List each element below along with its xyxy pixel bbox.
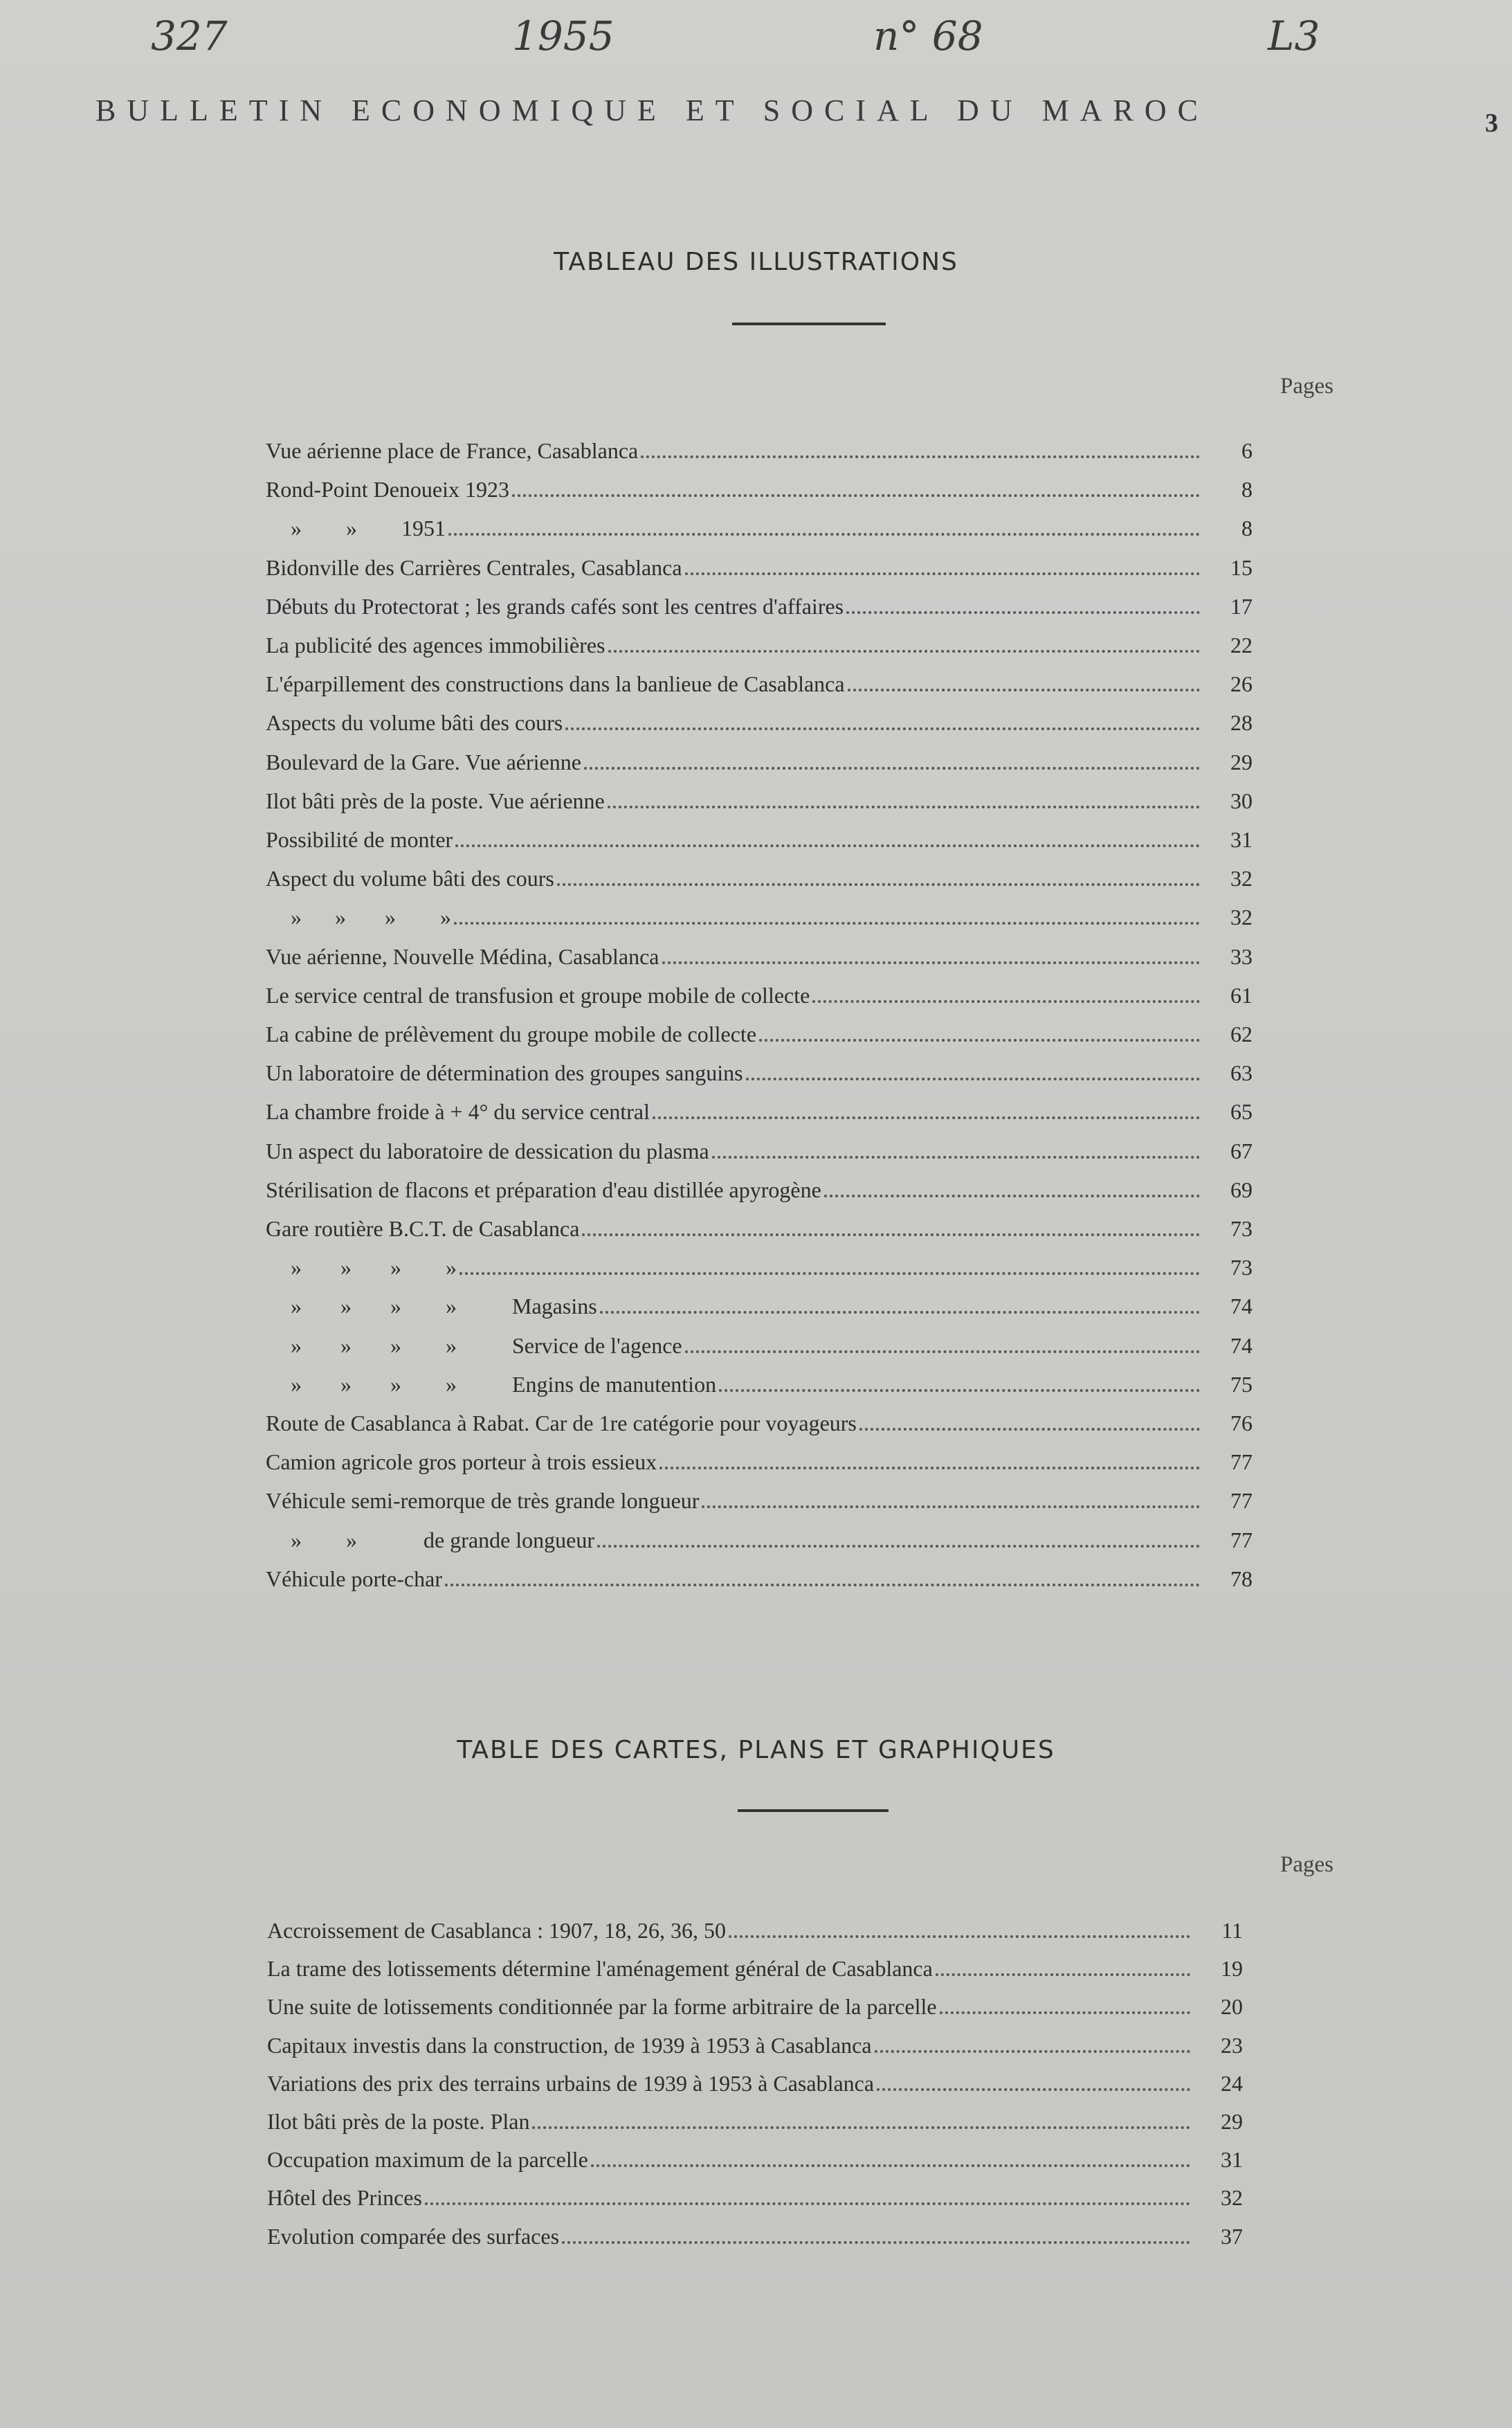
toc-entry-title: » » » » Service de l'agence — [291, 1332, 682, 1358]
dot-leader — [812, 1000, 1200, 1003]
dot-leader — [685, 572, 1200, 575]
toc-entry — [266, 1323, 1253, 1359]
toc-entry-title: La chambre froide à + 4° du service central — [266, 1099, 650, 1125]
toc-entry-page: 17 — [1230, 593, 1253, 619]
dot-leader — [532, 2126, 1190, 2129]
dot-leader — [608, 650, 1201, 653]
illustrations-title: TABLEAU DES ILLUSTRATIONS — [554, 248, 958, 276]
toc-entry-title: Accroissement de Casablanca : 1907, 18, 26, 36, 50 — [267, 1918, 726, 1943]
toc-entry — [267, 2060, 1243, 2096]
toc-entry-page: 37 — [1221, 2223, 1243, 2249]
toc-entry-page: 61 — [1230, 982, 1253, 1008]
toc-entry — [266, 622, 1253, 658]
illustrations-list — [266, 428, 1253, 1604]
toc-entry-title: Camion agricole gros porteur à trois essieux — [266, 1449, 657, 1475]
toc-entry-title: La publicité des agences immobilières — [266, 633, 605, 658]
dot-leader — [562, 2241, 1190, 2244]
dot-leader — [445, 1584, 1200, 1586]
title-rule — [738, 1809, 889, 1812]
dot-leader — [719, 1389, 1200, 1392]
toc-entry — [267, 2213, 1243, 2249]
dot-leader — [746, 1078, 1200, 1080]
toc-entry — [266, 855, 1253, 891]
maps-title: TABLE DES CARTES, PLANS ET GRAPHIQUES — [457, 1736, 1055, 1764]
toc-entry — [266, 1556, 1253, 1592]
toc-entry-title: La cabine de prélèvement du groupe mobile de collecte — [266, 1022, 757, 1047]
dot-leader — [600, 1311, 1200, 1314]
toc-entry-title: » » » » — [291, 1255, 457, 1280]
toc-entry-title: Route de Casablanca à Rabat. Car de 1re catégorie pour voyageurs — [266, 1411, 857, 1435]
toc-entry-title: Evolution comparée des surfaces — [267, 2223, 560, 2249]
toc-entry — [266, 466, 1253, 502]
dot-leader — [448, 533, 1200, 536]
dot-leader — [940, 2011, 1190, 2014]
dot-leader — [859, 1428, 1200, 1431]
toc-entry-title: » » » » Magasins — [291, 1294, 597, 1319]
toc-entry — [266, 1089, 1253, 1125]
toc-entry-title: Bidonville des Carrières Centrales, Casablanca — [266, 554, 682, 580]
toc-entry-page: 32 — [1221, 2185, 1243, 2211]
handwritten-year: 1955 — [512, 12, 614, 60]
toc-entry — [266, 1361, 1253, 1397]
toc-entry-page: 29 — [1230, 749, 1253, 774]
dot-leader — [824, 1195, 1200, 1197]
toc-entry-title: Ilot bâti près de la poste. Vue aérienne — [266, 788, 605, 813]
toc-entry — [266, 583, 1253, 619]
toc-entry-title: Aspects du volume bâti des cours — [266, 710, 563, 736]
toc-entry-page: 73 — [1230, 1216, 1253, 1241]
toc-entry-page: 31 — [1221, 2147, 1243, 2173]
toc-entry-title: Le service central de transfusion et groupe mobile de collecte — [266, 982, 810, 1008]
toc-entry-page: 24 — [1221, 2070, 1243, 2096]
toc-entry — [266, 1283, 1253, 1319]
toc-entry — [267, 2137, 1243, 2173]
toc-entry-title: Véhicule porte-char — [266, 1566, 442, 1591]
toc-entry-title: Débuts du Protectorat ; les grands cafés sont les centres d'affaires — [266, 593, 844, 619]
toc-entry-page: 23 — [1221, 2032, 1243, 2058]
toc-entry-title: L'éparpillement des constructions dans la banlieue de Casablanca — [266, 671, 845, 697]
toc-entry — [266, 545, 1253, 581]
dot-leader — [877, 2088, 1190, 2091]
toc-entry-page: 28 — [1230, 710, 1253, 736]
dot-leader — [662, 961, 1201, 964]
dot-leader — [459, 1272, 1200, 1275]
toc-entry-title: Une suite de lotissements conditionnée par la forme arbitraire de la parcelle — [267, 1994, 937, 2020]
toc-entry-page: 8 — [1241, 516, 1253, 541]
toc-entry — [267, 2175, 1243, 2211]
dot-leader — [565, 727, 1200, 730]
toc-entry — [266, 661, 1253, 697]
toc-entry — [266, 1478, 1253, 1514]
toc-entry-page: 20 — [1221, 1994, 1243, 2020]
toc-entry-title: Vue aérienne, Nouvelle Médina, Casablanca — [266, 943, 659, 969]
toc-entry — [267, 2099, 1243, 2135]
toc-entry-page: 30 — [1230, 788, 1253, 813]
toc-entry — [266, 1128, 1253, 1164]
dot-leader — [512, 494, 1200, 497]
toc-entry — [266, 505, 1253, 541]
toc-entry-title: Possibilité de monter — [266, 827, 453, 852]
toc-entry-page: 32 — [1230, 866, 1253, 891]
toc-entry — [266, 894, 1253, 930]
dot-leader — [848, 689, 1200, 691]
toc-entry — [266, 1244, 1253, 1280]
toc-entry — [266, 1050, 1253, 1086]
dot-leader — [659, 1467, 1200, 1469]
toc-entry-title: Rond-Point Denoueix 1923 — [266, 477, 509, 502]
pages-label: Pages — [1280, 1852, 1333, 1877]
toc-entry-page: 8 — [1241, 477, 1253, 502]
dot-leader — [712, 1156, 1200, 1159]
dot-leader — [875, 2050, 1190, 2053]
toc-entry-page: 11 — [1221, 1918, 1243, 1943]
toc-entry-page: 15 — [1230, 554, 1253, 580]
toc-entry-page: 32 — [1230, 905, 1253, 930]
toc-entry-page: 63 — [1230, 1060, 1253, 1086]
handwritten-number: 327 — [151, 12, 228, 60]
toc-entry-page: 78 — [1230, 1566, 1253, 1591]
toc-entry — [266, 1011, 1253, 1047]
dot-leader — [936, 1973, 1190, 1976]
toc-entry-title: Occupation maximum de la parcelle — [267, 2147, 588, 2173]
title-rule — [732, 323, 886, 325]
dot-leader — [597, 1545, 1200, 1548]
toc-entry-page: 19 — [1221, 1956, 1243, 1982]
toc-entry-title: Vue aérienne place de France, Casablanca — [266, 438, 639, 463]
toc-entry-title: Véhicule semi-remorque de très grande longueur — [266, 1488, 700, 1514]
toc-entry-title: Un laboratoire de détermination des groupes sanguins — [266, 1060, 743, 1086]
toc-entry-page: 77 — [1230, 1449, 1253, 1475]
toc-entry-page: 77 — [1230, 1527, 1253, 1552]
toc-entry-title: La trame des lotissements détermine l'aménagement général de Casablanca — [267, 1956, 933, 1982]
toc-entry — [266, 1167, 1253, 1203]
toc-entry-page: 22 — [1230, 633, 1253, 658]
dot-leader — [455, 844, 1200, 847]
toc-entry-page: 29 — [1221, 2109, 1243, 2134]
toc-entry — [266, 1439, 1253, 1475]
toc-entry-title: » » » » — [291, 905, 451, 930]
toc-entry — [266, 1517, 1253, 1553]
toc-entry — [266, 700, 1253, 736]
maps-list — [267, 1908, 1243, 2267]
toc-entry — [266, 428, 1253, 464]
toc-entry-title: Variations des prix des terrains urbains de 1939 à 1953 à Casablanca — [267, 2070, 875, 2096]
dot-leader — [653, 1116, 1200, 1119]
toc-entry-title: Boulevard de la Gare. Vue aérienne — [266, 749, 581, 774]
toc-entry-page: 26 — [1230, 671, 1253, 697]
toc-entry-title: Gare routière B.C.T. de Casablanca — [266, 1216, 580, 1241]
toc-entry-title: » » de grande longueur — [291, 1527, 595, 1552]
handwritten-issue: n° 68 — [873, 12, 983, 60]
toc-entry — [267, 2022, 1243, 2058]
toc-entry — [267, 1984, 1243, 2020]
toc-entry — [266, 934, 1253, 970]
toc-entry-title: » » » » Engins de manutention — [291, 1371, 717, 1397]
pages-label: Pages — [1280, 374, 1333, 399]
dot-leader — [685, 1350, 1200, 1353]
dot-leader — [608, 806, 1200, 808]
toc-entry-page: 75 — [1230, 1371, 1253, 1397]
dot-leader — [557, 883, 1200, 886]
toc-entry-title: Stérilisation de flacons et préparation d'eau distillée apyrogène — [266, 1177, 821, 1202]
toc-entry — [266, 1206, 1253, 1242]
dot-leader — [759, 1039, 1200, 1042]
toc-entry-title: Aspect du volume bâti des cours — [266, 866, 554, 891]
toc-entry — [266, 1400, 1253, 1436]
toc-entry-page: 69 — [1230, 1177, 1253, 1202]
toc-entry-page: 77 — [1230, 1488, 1253, 1514]
dot-leader — [846, 611, 1200, 614]
toc-entry — [267, 1946, 1243, 1982]
toc-entry-title: Hôtel des Princes — [267, 2185, 422, 2211]
dot-leader — [425, 2202, 1190, 2205]
dot-leader — [702, 1505, 1200, 1508]
dot-leader — [641, 455, 1200, 458]
page-number: 3 — [1485, 109, 1498, 138]
dot-leader — [591, 2164, 1190, 2167]
journal-title: BULLETIN ECONOMIQUE ET SOCIAL DU MAROC — [95, 93, 1209, 127]
dot-leader — [729, 1935, 1190, 1938]
toc-entry-page: 74 — [1230, 1332, 1253, 1358]
dot-leader — [454, 922, 1200, 925]
toc-entry-title: » » 1951 — [291, 516, 446, 541]
toc-entry-title: Un aspect du laboratoire de dessication du plasma — [266, 1138, 709, 1163]
dot-leader — [584, 767, 1200, 770]
toc-entry — [266, 817, 1253, 853]
toc-entry-page: 31 — [1230, 827, 1253, 852]
toc-entry-page: 6 — [1241, 438, 1253, 463]
toc-entry-page: 73 — [1230, 1255, 1253, 1280]
toc-entry-title: Ilot bâti près de la poste. Plan — [267, 2109, 530, 2134]
toc-entry — [266, 778, 1253, 814]
toc-entry-title: Capitaux investis dans la construction, de 1939 à 1953 à Casablanca — [267, 2032, 872, 2058]
toc-entry-page: 65 — [1230, 1099, 1253, 1125]
toc-entry-page: 67 — [1230, 1138, 1253, 1163]
dot-leader — [582, 1233, 1200, 1236]
toc-entry-page: 74 — [1230, 1294, 1253, 1319]
toc-entry-page: 62 — [1230, 1022, 1253, 1047]
toc-entry — [266, 972, 1253, 1008]
toc-entry — [266, 739, 1253, 775]
toc-entry — [267, 1908, 1243, 1944]
handwritten-code: L3 — [1268, 12, 1320, 60]
toc-entry-page: 33 — [1230, 943, 1253, 969]
toc-entry-page: 76 — [1230, 1411, 1253, 1435]
